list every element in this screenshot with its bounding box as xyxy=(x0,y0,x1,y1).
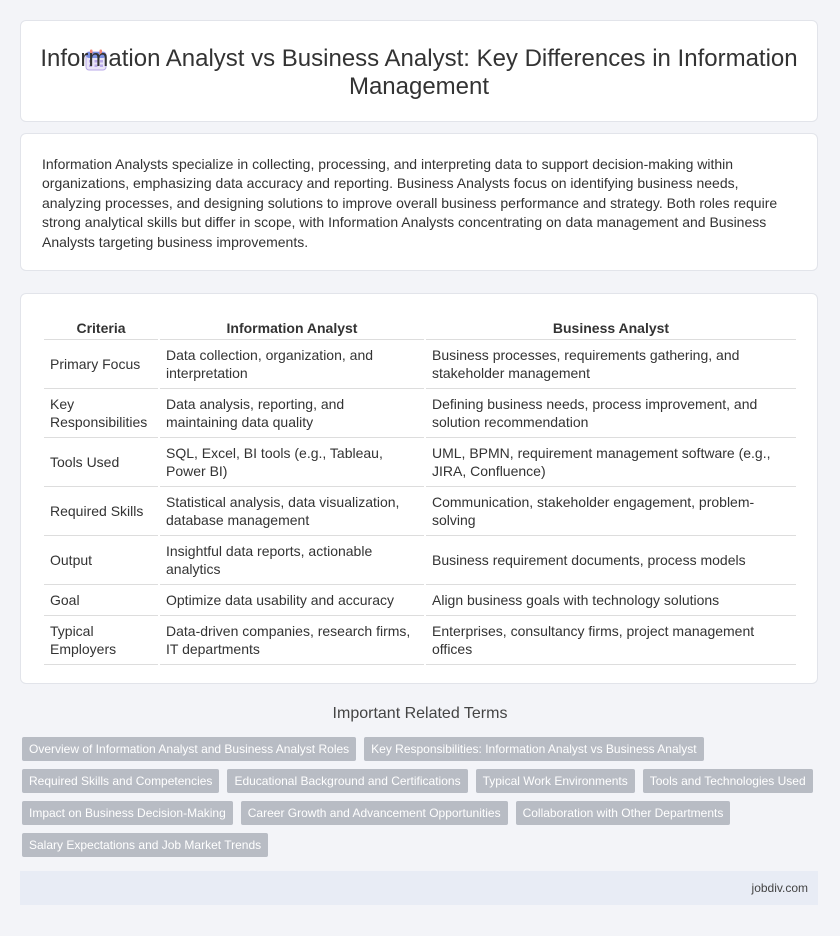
business-analyst-cell: Business processes, requirements gathering, and stakeholder management xyxy=(426,340,796,389)
intro-paragraph: Information Analysts specialize in collecting, processing, and interpreting data to support decision-making within organizations, emphasizing data accuracy and reporting. Business Analysts focus on identifying business needs, analyzing processes, and designing solutions to improve overall business performance and strategy. Both roles require strong analytical skills but differ in scope, with Information Analysts concentrating on data management and Business Analysts targeting business improvements. xyxy=(42,156,778,250)
table-row xyxy=(44,536,796,585)
criteria-cell: Typical Employers xyxy=(44,616,158,665)
information-analyst-cell: Data-driven companies, research firms, IT departments xyxy=(160,616,424,665)
related-term-tag[interactable]: Key Responsibilities: Information Analyst vs Business Analyst xyxy=(364,737,704,761)
related-term-tag[interactable]: Impact on Business Decision-Making xyxy=(22,801,233,825)
title-card xyxy=(20,20,818,122)
business-analyst-cell: Communication, stakeholder engagement, problem-solving xyxy=(426,487,796,536)
information-analyst-cell: Insightful data reports, actionable analytics xyxy=(160,536,424,585)
related-terms-title: Important Related Terms xyxy=(332,705,508,722)
footer xyxy=(20,871,818,905)
table-header-row xyxy=(44,315,796,340)
table-row xyxy=(44,438,796,487)
related-term-tag[interactable]: Salary Expectations and Job Market Trends xyxy=(22,833,268,857)
table-row xyxy=(44,616,796,665)
criteria-cell: Key Responsibilities xyxy=(44,389,158,438)
related-term-tag[interactable]: Typical Work Environments xyxy=(476,769,635,793)
business-analyst-cell: Defining business needs, process improvement, and solution recommendation xyxy=(426,389,796,438)
related-term-tag[interactable]: Career Growth and Advancement Opportunities xyxy=(241,801,508,825)
table-row xyxy=(44,585,796,616)
related-term-tag[interactable]: Overview of Information Analyst and Business Analyst Roles xyxy=(22,737,356,761)
criteria-cell: Required Skills xyxy=(44,487,158,536)
criteria-cell: Tools Used xyxy=(44,438,158,487)
business-analyst-cell: UML, BPMN, requirement management software (e.g., JIRA, Confluence) xyxy=(426,438,796,487)
header-information-analyst: Information Analyst xyxy=(160,315,424,340)
information-analyst-cell: Data analysis, reporting, and maintaining data quality xyxy=(160,389,424,438)
information-analyst-cell: SQL, Excel, BI tools (e.g., Tableau, Power BI) xyxy=(160,438,424,487)
information-analyst-cell: Statistical analysis, data visualization, database management xyxy=(160,487,424,536)
page-title: Information Analyst vs Business Analyst: Key Differences in Information Management xyxy=(40,45,798,100)
related-term-tag[interactable]: Tools and Technologies Used xyxy=(643,769,813,793)
header-business-analyst: Business Analyst xyxy=(426,315,796,340)
table-row xyxy=(44,487,796,536)
comparison-table xyxy=(42,315,798,665)
business-analyst-cell: Enterprises, consultancy firms, project management offices xyxy=(426,616,796,665)
header-criteria: Criteria xyxy=(44,315,158,340)
criteria-cell: Goal xyxy=(44,585,158,616)
footer-site-link[interactable]: jobdiv.com xyxy=(751,881,808,895)
intro-card xyxy=(20,133,818,271)
information-analyst-cell: Data collection, organization, and interpretation xyxy=(160,340,424,389)
criteria-cell: Output xyxy=(44,536,158,585)
table-row xyxy=(44,389,796,438)
related-term-tag[interactable]: Required Skills and Competencies xyxy=(22,769,219,793)
related-term-tag[interactable]: Educational Background and Certifications xyxy=(227,769,467,793)
comparison-table-card xyxy=(20,293,818,684)
table-row xyxy=(44,340,796,389)
related-term-tag[interactable]: Collaboration with Other Departments xyxy=(516,801,731,825)
information-analyst-cell: Optimize data usability and accuracy xyxy=(160,585,424,616)
business-analyst-cell: Business requirement documents, process models xyxy=(426,536,796,585)
related-terms-list xyxy=(22,737,822,857)
criteria-cell: Primary Focus xyxy=(44,340,158,389)
business-analyst-cell: Align business goals with technology solutions xyxy=(426,585,796,616)
